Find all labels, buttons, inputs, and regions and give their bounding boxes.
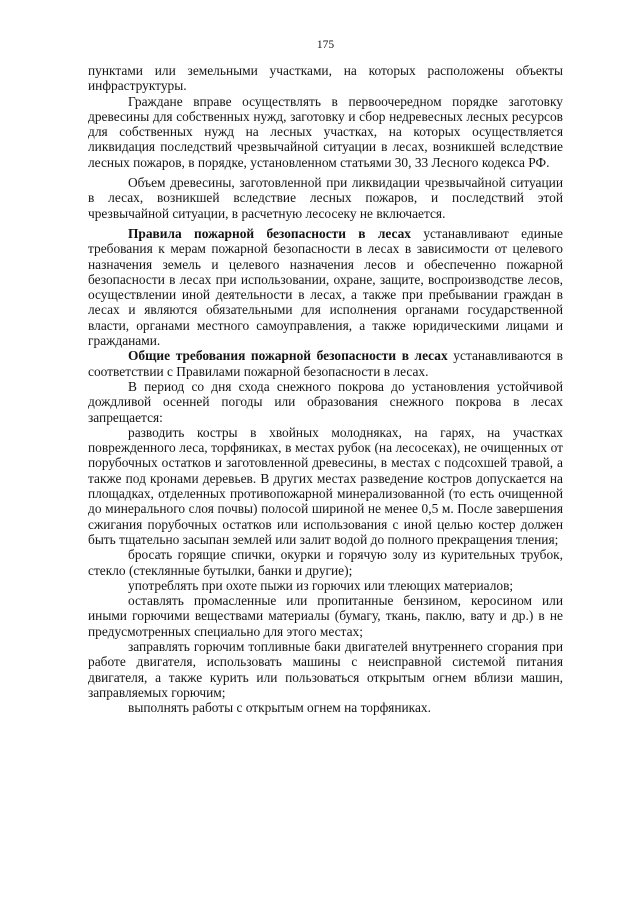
general-requirements-text: устанавливаются в соответствии с Правилами пожарной безопасности в лесах.: [88, 348, 563, 379]
paragraph-oiled-materials: оставлять промасленные или пропитанные бензином, керосином или иными горючими веществами материалы (бумагу, ткань, паклю, вату и др.) в не предусмотренных специально для этого местах;: [88, 593, 563, 639]
paragraph-peatlands: выполнять работы с открытым огнем на торфяниках.: [128, 700, 431, 716]
fire-safety-rules-heading: Правила пожарной безопасности в лесах: [128, 225, 411, 241]
paragraph-infrastructure: пунктами или земельными участками, на которых расположены объекты инфраструктуры.: [88, 63, 563, 94]
paragraph-refueling: заправлять горючим топливные баки двигателей внутреннего сгорания при работе двигателя, использовать машины с неисправной системой питания двигателя, а также курить или пользоваться открытым огнем вблизи машин, заправляемых горючим;: [88, 638, 563, 700]
paragraph-prohibited-period: В период со дня схода снежного покрова до установления устойчивой дождливой осенней погоды или образования снежного покрова в лесах запрещается:: [88, 378, 563, 425]
page-number: 175: [316, 39, 335, 51]
paragraph-bonfires: разводить костры в хвойных молодняках, на гарях, на участках поврежденного леса, торфяниках, в местах рубок (на лесосеках), не очищенных от порубочных остатков и заготовленной древесины, в местах с подсохшей травой, а также под кронами деревьев. В других местах разведение костров допускается на площадках, отделенных противопожарной минерализованной (то есть очищенной до минерального слоя почвы) полосой шириной не менее 0,5 м. После завершения сжигания порубочных остатков или использования с иной целью костер должен быть тщательно засыпан землей или залит водой до полного прекращения тления;: [88, 424, 563, 547]
paragraph-hunting-wads: употреблять при охоте пыжи из горючих или тлеющих материалов;: [128, 577, 514, 593]
paragraph-citizens-harvesting: Граждане вправе осуществлять в первоочередном порядке заготовку древесины для собственных нужд, заготовку и сбор недревесных лесных ресурсов для собственных нужд на лесных участках, на которых осуществляется ликвидация последствий чрезвычайной ситуации в лесах, возникшей вследствие лесных пожаров, в порядке, установленном статьями 30, 33 Лесного кодекса РФ.: [88, 93, 563, 170]
general-requirements-heading: Общие требования пожарной безопасности в лесах: [128, 348, 448, 364]
paragraph-wood-volume: Объем древесины, заготовленной при ликвидации чрезвычайной ситуации в лесах, возникшей вследствие лесных пожаров, и последствий этой чрезвычайной ситуации, в расчетную лесосеку не включается.: [88, 175, 563, 221]
fire-safety-rules-text: устанавливают единые требования к мерам пожарной безопасности в лесах в зависимости от целевого назначения земель и целевого назначения лесов и обеспеченно пожарной безопасности в лесах при использовании, охране, защите, воспроизводстве лесов, осуществлении иной деятельности в лесах, а также при пребывании граждан в лесах и являются обязательными для исполнения органами государственной власти, органами местного самоуправления, а также юридическими лицами и гражданами.: [88, 225, 563, 349]
paragraph-fire-safety-rules: [88, 226, 563, 348]
paragraph-general-requirements: [88, 348, 563, 379]
paragraph-matches: бросать горящие спички, окурки и горячую золу из курительных трубок, стекло (стеклянные бутылки, банки и другие);: [88, 547, 563, 578]
